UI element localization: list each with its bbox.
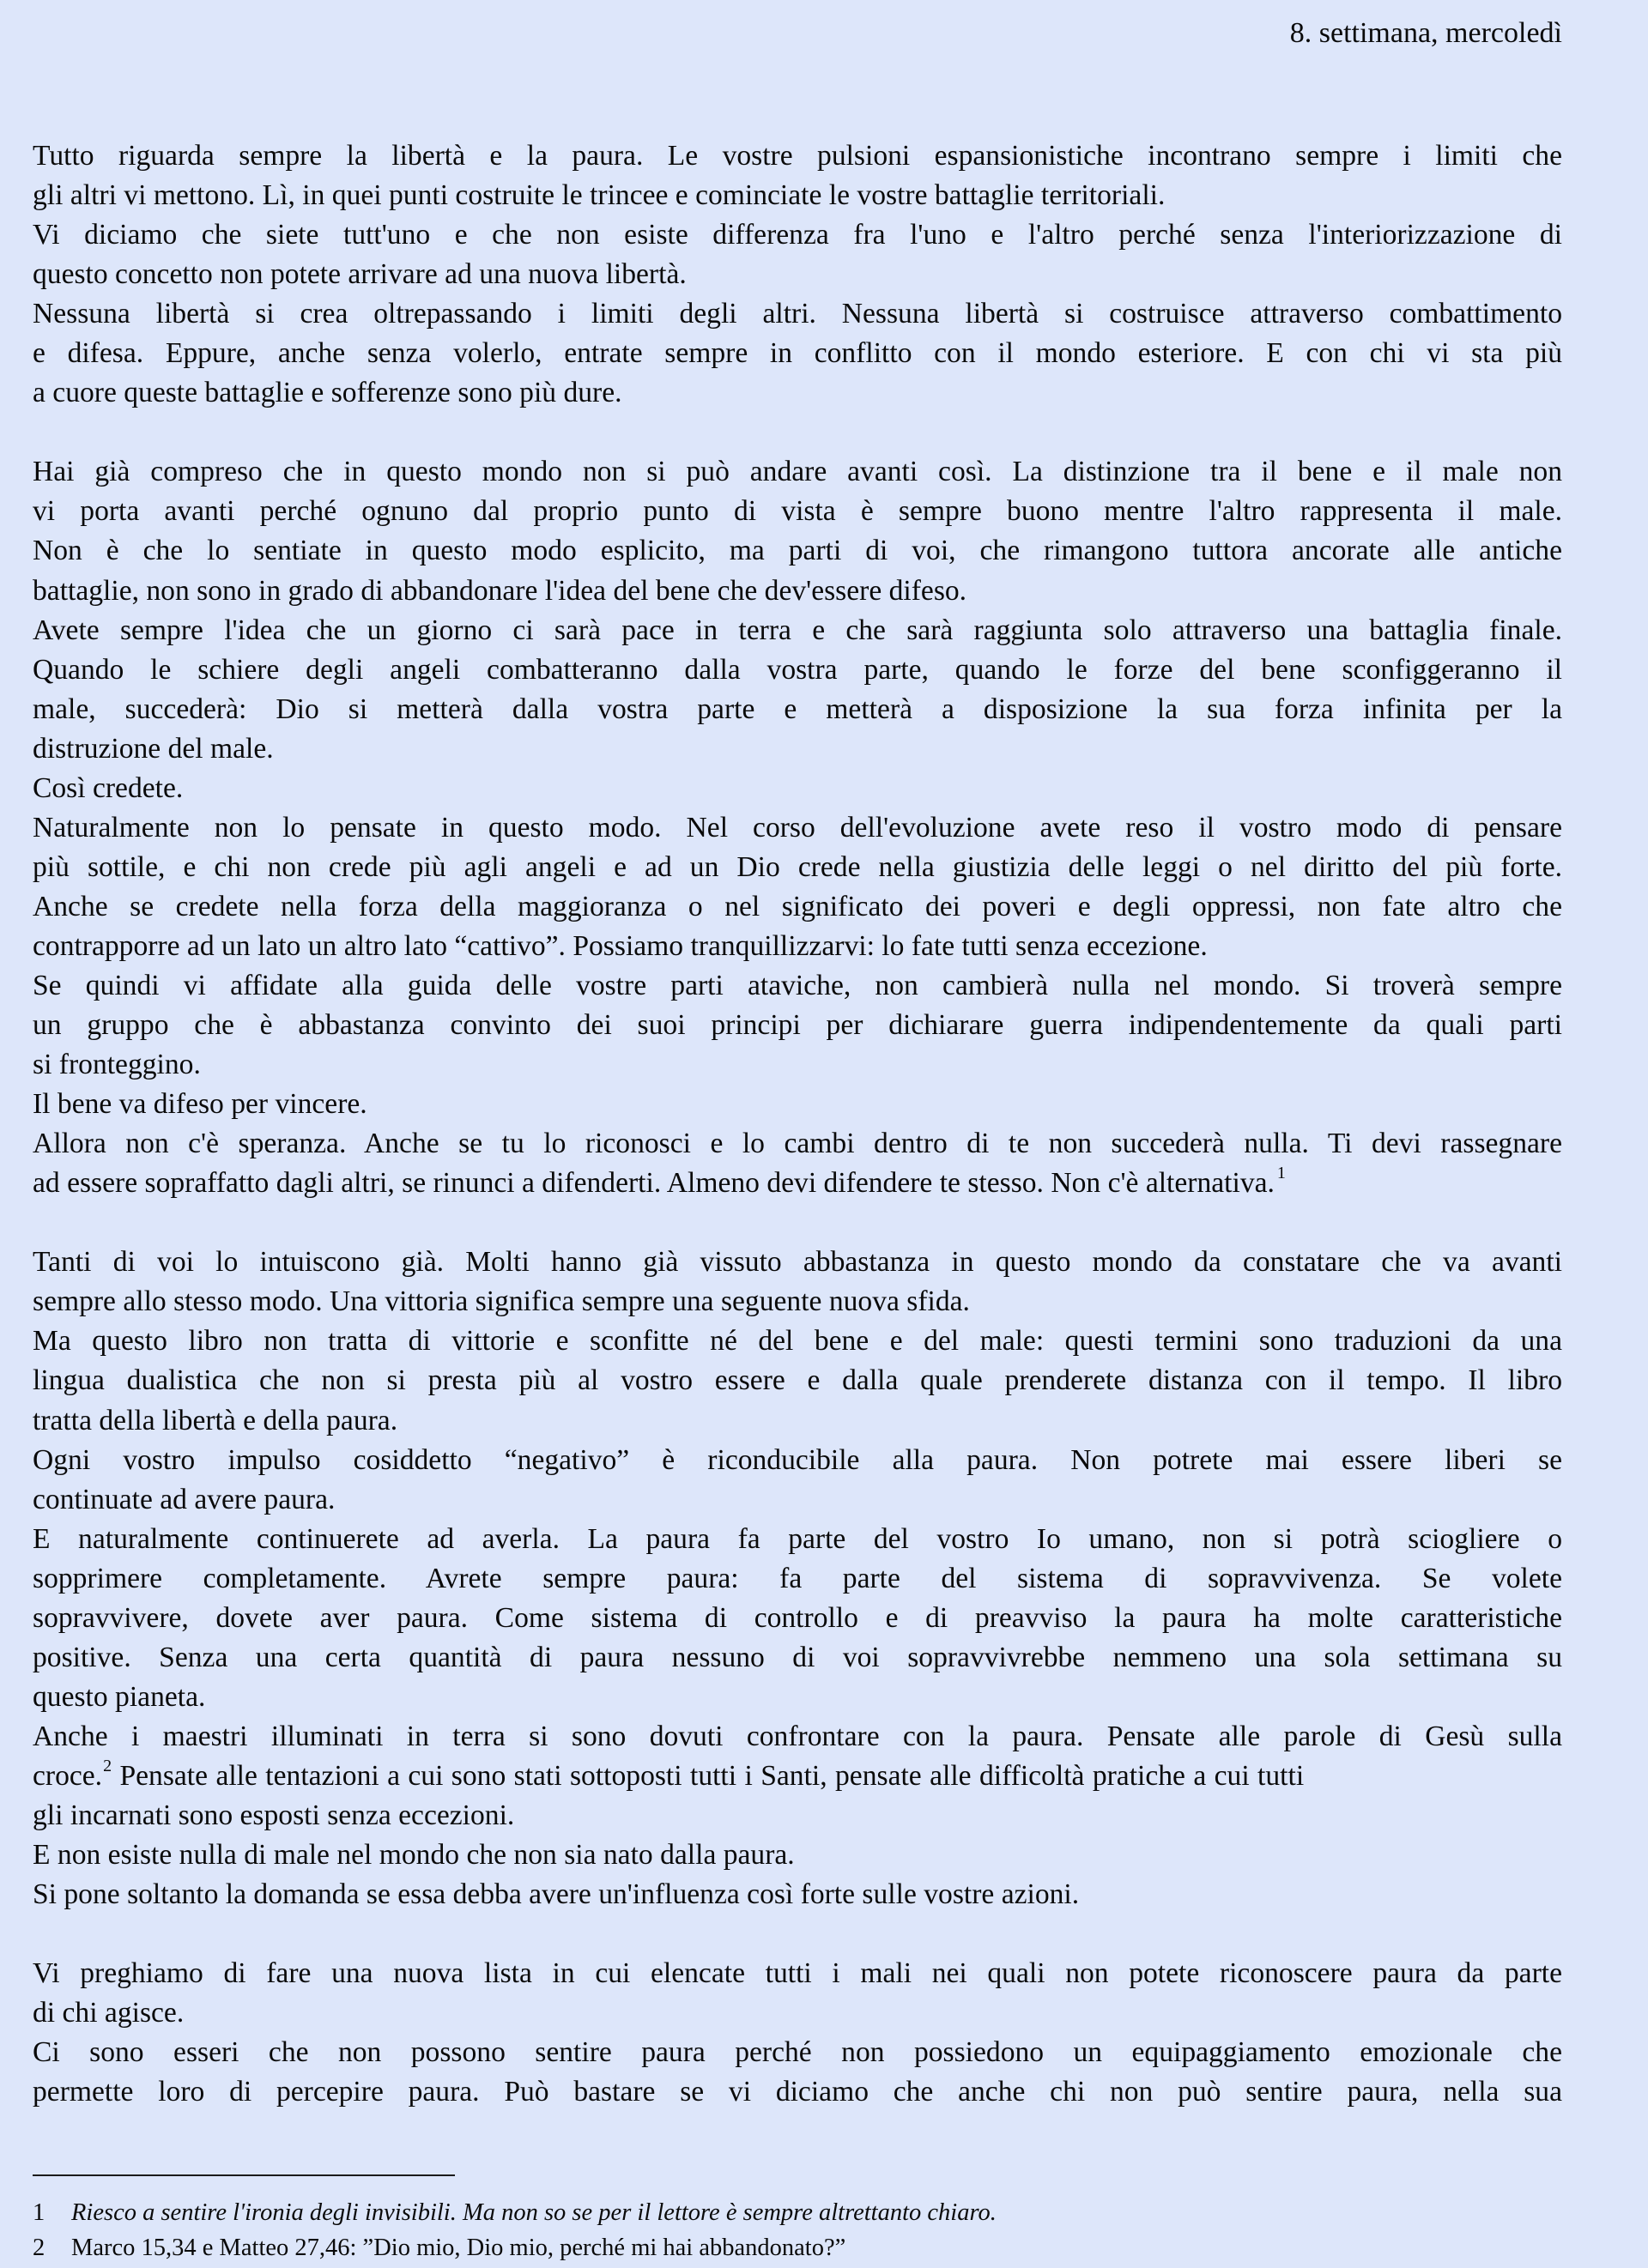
text-line: più sottile, e chi non crede più agli angeli e ad un Dio crede nella giustizia delle leggi o nel diritto del più forte. bbox=[33, 850, 1562, 883]
text-line: di chi agisce. bbox=[33, 1997, 185, 2029]
text-line: Si pone soltanto la domanda se essa debba avere un'influenza così forte sulle vostre azioni. bbox=[33, 1878, 1080, 1911]
text-line: Hai già compreso che in questo mondo non si può andare avanti così. La distinzione tra il bene e il male non bbox=[33, 456, 1562, 488]
paragraph-block-1 bbox=[33, 136, 1562, 413]
text-line: Nessuna libertà si crea oltrepassando i limiti degli altri. Nessuna libertà si costruisce attraverso combattimento bbox=[33, 298, 1562, 330]
text-line: Vi diciamo che siete tutt'uno e che non esiste differenza fra l'uno e l'altro perché senza l'interiorizzazione di bbox=[33, 219, 1562, 251]
footnote-ref-2[interactable]: 2 bbox=[103, 1756, 112, 1775]
text-line: Quando le schiere degli angeli combatteranno dalla vostra parte, quando le forze del bene sconfiggeranno il bbox=[33, 653, 1562, 686]
text-line: distruzione del male. bbox=[33, 732, 274, 765]
footnote-number: 2 bbox=[33, 2235, 45, 2261]
main-text bbox=[33, 136, 1562, 2112]
text-line: questo concetto non potete arrivare ad una nuova libertà. bbox=[33, 258, 687, 291]
paragraph-gap bbox=[33, 413, 1562, 452]
text-line: vi porta avanti perché ognuno dal proprio punto di vista è sempre buono mentre l'altro rappresenta il male. bbox=[33, 495, 1562, 528]
text-line: positive. Senza una certa quantità di paura nessuno di voi sopravvivrebbe nemmeno una sola settimana su bbox=[33, 1641, 1562, 1673]
text-line: questo pianeta. bbox=[33, 1680, 206, 1713]
footnote-separator bbox=[33, 2174, 455, 2176]
text-line: E non esiste nulla di male nel mondo che non sia nato dalla paura. bbox=[33, 1839, 795, 1872]
text-line bbox=[33, 1164, 1562, 1203]
text-line: Anche i maestri illuminati in terra si sono dovuti confrontare con la paura. Pensate alle parole di Gesù sulla bbox=[33, 1720, 1562, 1752]
text-line: sopprimere completamente. Avrete sempre paura: fa parte del sistema di sopravvivenza. Se volete bbox=[33, 1562, 1562, 1594]
page-header-date: 8. settimana, mercoledì bbox=[1289, 17, 1562, 49]
text-line: e difesa. Eppure, anche senza volerlo, entrate sempre in conflitto con il mondo esteriore. E con chi vi sta più bbox=[33, 337, 1562, 370]
text-line: continuate ad avere paura. bbox=[33, 1483, 336, 1515]
text-line: lingua dualistica che non si presta più al vostro essere e dalla quale prenderete distanza con il tempo. Il libro bbox=[33, 1364, 1562, 1397]
text-line: Ma questo libro non tratta di vittorie e sconfitte né del bene e del male: questi termini sono traduzioni da una bbox=[33, 1325, 1562, 1358]
text-line: sempre allo stesso modo. Una vittoria significa sempre una seguente nuova sfida. bbox=[33, 1285, 970, 1318]
text-line: Non è che lo sentiate in questo modo esplicito, ma parti di voi, che rimangono tuttora ancorate alle antiche bbox=[33, 535, 1562, 567]
text-line: permette loro di percepire paura. Può bastare se vi diciamo che anche chi non può sentire paura, nella sua bbox=[33, 2076, 1562, 2108]
text-line: gli altri vi mettono. Lì, in quei punti costruite le trincee e cominciate le vostre battaglie territoriali. bbox=[33, 179, 1166, 212]
text-line: Tutto riguarda sempre la libertà e la paura. Le vostre pulsioni espansionistiche incontrano sempre i limiti che bbox=[33, 140, 1562, 172]
text-line: Anche se credete nella forza della maggioranza o nel significato dei poveri e degli oppressi, non fate altro che bbox=[33, 890, 1562, 922]
text-line-content: ad essere sopraffatto dagli altri, se rinunci a difenderti. Almeno devi difendere te stesso. Non c'è alternativa. bbox=[33, 1167, 1275, 1200]
paragraph-gap bbox=[33, 1203, 1562, 1243]
footnotes bbox=[33, 2195, 1562, 2265]
footnote-2 bbox=[33, 2230, 1562, 2265]
text-line: Ogni vostro impulso cosiddetto “negativo” è riconducibile alla paura. Non potrete mai essere liberi se bbox=[33, 1443, 1562, 1476]
text-line: tratta della libertà e della paura. bbox=[33, 1404, 398, 1436]
footnote-1 bbox=[33, 2195, 1562, 2230]
paragraph-block-2 bbox=[33, 452, 1562, 1203]
text-line: un gruppo che è abbastanza convinto dei suoi principi per dichiarare guerra indipendentemente da quali parti bbox=[33, 1009, 1562, 1042]
text-line bbox=[33, 1757, 1562, 1796]
text-line: sopravvivere, dovete aver paura. Come sistema di controllo e di preavviso la paura ha molte caratteristiche bbox=[33, 1601, 1562, 1634]
text-line: Ci sono esseri che non possono sentire paura perché non possiedono un equipaggiamento emozionale che bbox=[33, 2036, 1562, 2069]
text-line: Se quindi vi affidate alla guida delle vostre parti ataviche, non cambierà nulla nel mondo. Si troverà sempre bbox=[33, 969, 1562, 1001]
text-line: contrapporre ad un lato un altro lato “cattivo”. Possiamo tranquillizzarvi: lo fate tutti senza eccezione. bbox=[33, 929, 1208, 962]
text-line: battaglie, non sono in grado di abbandonare l'idea del bene che dev'essere difeso. bbox=[33, 574, 967, 607]
text-line: male, succederà: Dio si metterà dalla vostra parte e metterà a disposizione la sua forza infinita per la bbox=[33, 692, 1562, 725]
paragraph-block-4 bbox=[33, 1954, 1562, 2112]
paragraph-block-3 bbox=[33, 1243, 1562, 1914]
text-line: Così credete. bbox=[33, 771, 184, 804]
text-line: Tanti di voi lo intuiscono già. Molti hanno già vissuto abbastanza in questo mondo da constatare che va avanti bbox=[33, 1246, 1562, 1279]
text-line: a cuore queste battaglie e sofferenze sono più dure. bbox=[33, 377, 622, 409]
text-line: E naturalmente continuerete ad averla. La paura fa parte del vostro Io umano, non si potrà sciogliere o bbox=[33, 1522, 1562, 1555]
footnote-number: 1 bbox=[33, 2199, 45, 2226]
text-line: Vi preghiamo di fare una nuova lista in cui elencate tutti i mali nei quali non potete riconoscere paura da parte bbox=[33, 1957, 1562, 1990]
footnote-text: Riesco a sentire l'ironia degli invisibili. Ma non so se per il lettore è sempre altrettanto chiaro. bbox=[71, 2199, 997, 2226]
text-line-content: Pensate alle tentazioni a cui sono stati sottoposti tutti i Santi, pensate alle difficoltà pratiche a cui tutti bbox=[112, 1759, 1305, 1792]
text-line: Il bene va difeso per vincere. bbox=[33, 1088, 367, 1121]
text-line: Naturalmente non lo pensate in questo modo. Nel corso dell'evoluzione avete reso il vostro modo di pensare bbox=[33, 811, 1562, 844]
text-line-content: croce. bbox=[33, 1759, 103, 1792]
paragraph-gap bbox=[33, 1914, 1562, 1954]
text-line: Avete sempre l'idea che un giorno ci sarà pace in terra e che sarà raggiunta solo attraverso una battaglia finale. bbox=[33, 614, 1562, 646]
footnote-text: Marco 15,34 e Matteo 27,46: ”Dio mio, Dio mio, perché mi hai abbandonato?” bbox=[71, 2235, 846, 2261]
text-line: Allora non c'è speranza. Anche se tu lo riconosci e lo cambi dentro di te non succederà nulla. Ti devi rassegnare bbox=[33, 1128, 1562, 1160]
text-line: gli incarnati sono esposti senza eccezioni. bbox=[33, 1799, 515, 1831]
text-line: si fronteggino. bbox=[33, 1049, 201, 1081]
footnote-ref-1[interactable]: 1 bbox=[1276, 1164, 1286, 1183]
